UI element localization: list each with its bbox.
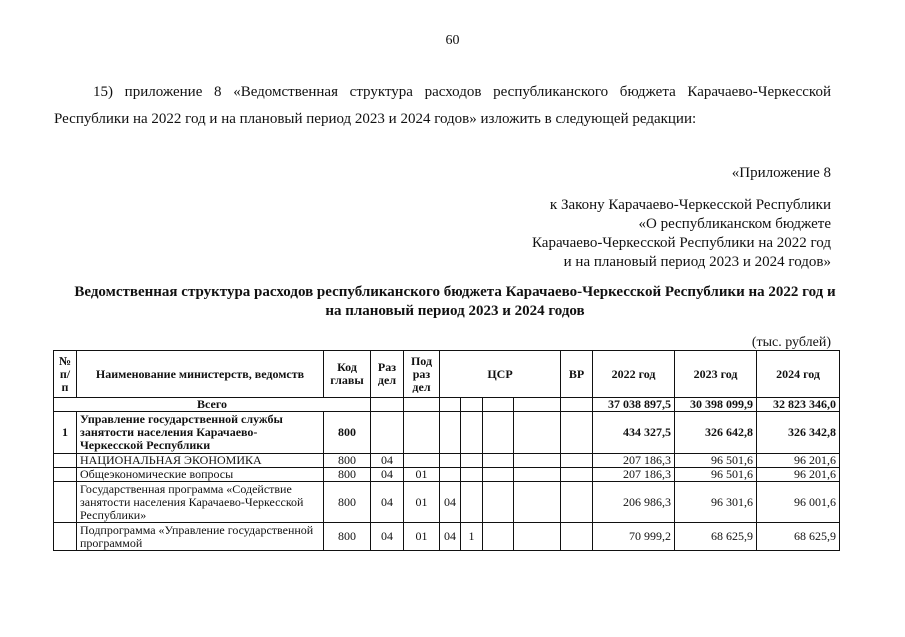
row-section: 04 bbox=[371, 482, 404, 523]
row-vr bbox=[561, 412, 593, 454]
row-2023: 96 501,6 bbox=[675, 468, 757, 482]
row-tsr-4 bbox=[514, 412, 561, 454]
document-title-line-1: Ведомственная структура расходов республиканского бюджета Карачаево-Черкесской Республики на 2022 год и bbox=[74, 284, 836, 300]
table-cell bbox=[561, 398, 593, 412]
row-tsr-3 bbox=[483, 454, 514, 468]
row-2023: 326 642,8 bbox=[675, 412, 757, 454]
row-vr bbox=[561, 482, 593, 523]
total-2023: 30 398 099,9 bbox=[675, 398, 757, 412]
row-tsr-1: 04 bbox=[440, 482, 461, 523]
row-tsr-2 bbox=[461, 412, 483, 454]
table-row bbox=[54, 412, 840, 454]
row-code: 800 bbox=[324, 468, 371, 482]
header-num: № п/п bbox=[54, 351, 77, 398]
header-section: Раз дел bbox=[371, 351, 404, 398]
row-code: 800 bbox=[324, 523, 371, 551]
row-subsection: 01 bbox=[404, 482, 440, 523]
row-name: Общеэкономические вопросы bbox=[77, 468, 324, 482]
header-tsr: ЦСР bbox=[440, 351, 561, 398]
row-subsection: 01 bbox=[404, 523, 440, 551]
row-num bbox=[54, 482, 77, 523]
table-row bbox=[54, 454, 840, 468]
table-header-row bbox=[54, 351, 840, 398]
row-section: 04 bbox=[371, 468, 404, 482]
row-section bbox=[371, 412, 404, 454]
table-cell bbox=[371, 398, 404, 412]
row-section: 04 bbox=[371, 454, 404, 468]
budget-table bbox=[53, 350, 840, 551]
row-2023: 68 625,9 bbox=[675, 523, 757, 551]
table-cell bbox=[483, 398, 514, 412]
table-row bbox=[54, 482, 840, 523]
document-title-line-2: на плановый период 2023 и 2024 годов bbox=[325, 303, 585, 319]
row-num: 1 bbox=[54, 412, 77, 454]
header-2024: 2024 год bbox=[757, 351, 840, 398]
row-vr bbox=[561, 523, 593, 551]
document-title bbox=[40, 283, 870, 321]
row-tsr-3 bbox=[483, 523, 514, 551]
row-vr bbox=[561, 468, 593, 482]
row-2023: 96 301,6 bbox=[675, 482, 757, 523]
row-name: Подпрограмма «Управление государственной программой bbox=[77, 523, 324, 551]
row-2022: 206 986,3 bbox=[593, 482, 675, 523]
row-2024: 68 625,9 bbox=[757, 523, 840, 551]
row-section: 04 bbox=[371, 523, 404, 551]
row-tsr-4 bbox=[514, 454, 561, 468]
appendix-ref-line-2: «О республиканском бюджете bbox=[638, 216, 831, 232]
row-name: НАЦИОНАЛЬНАЯ ЭКОНОМИКА bbox=[77, 454, 324, 468]
appendix-ref-line-1: к Закону Карачаево-Черкесской Республики bbox=[549, 197, 831, 213]
row-tsr-3 bbox=[483, 412, 514, 454]
appendix-reference bbox=[532, 196, 831, 272]
row-2022: 207 186,3 bbox=[593, 454, 675, 468]
row-tsr-4 bbox=[514, 523, 561, 551]
total-label: Всего bbox=[54, 398, 371, 412]
row-tsr-1 bbox=[440, 468, 461, 482]
row-num bbox=[54, 454, 77, 468]
row-2023: 96 501,6 bbox=[675, 454, 757, 468]
row-name: Государственная программа «Содействие занятости населения Карачаево-Черкесской Республики» bbox=[77, 482, 324, 523]
paragraph-line-2: Республики на 2022 год и на плановый период 2023 и 2024 годов» изложить в следующей редакции: bbox=[54, 111, 697, 127]
row-tsr-1 bbox=[440, 454, 461, 468]
appendix-ref-line-4: и на плановый период 2023 и 2024 годов» bbox=[563, 254, 831, 270]
table-row bbox=[54, 523, 840, 551]
header-vr: ВР bbox=[561, 351, 593, 398]
header-code: Код главы bbox=[324, 351, 371, 398]
table-cell bbox=[514, 398, 561, 412]
header-2022: 2022 год bbox=[593, 351, 675, 398]
row-2024: 96 201,6 bbox=[757, 454, 840, 468]
row-subsection: 01 bbox=[404, 468, 440, 482]
row-2022: 207 186,3 bbox=[593, 468, 675, 482]
row-2022: 434 327,5 bbox=[593, 412, 675, 454]
header-name: Наименование министерств, ведомств bbox=[77, 351, 324, 398]
total-2024: 32 823 346,0 bbox=[757, 398, 840, 412]
table-row-total bbox=[54, 398, 840, 412]
table-cell bbox=[440, 398, 461, 412]
header-subsection: Под раз дел bbox=[404, 351, 440, 398]
row-tsr-2 bbox=[461, 454, 483, 468]
row-tsr-3 bbox=[483, 468, 514, 482]
paragraph-line-1: 15) приложение 8 «Ведомственная структура расходов республиканского бюджета Карачаево-Черкесской bbox=[93, 84, 831, 100]
row-num bbox=[54, 523, 77, 551]
row-code: 800 bbox=[324, 482, 371, 523]
row-tsr-2: 1 bbox=[461, 523, 483, 551]
row-tsr-4 bbox=[514, 482, 561, 523]
row-num bbox=[54, 468, 77, 482]
page-number: 60 bbox=[445, 33, 460, 48]
appendix-label: «Приложение 8 bbox=[731, 165, 831, 181]
total-2022: 37 038 897,5 bbox=[593, 398, 675, 412]
row-2022: 70 999,2 bbox=[593, 523, 675, 551]
row-tsr-1: 04 bbox=[440, 523, 461, 551]
row-tsr-2 bbox=[461, 468, 483, 482]
table-cell bbox=[461, 398, 483, 412]
row-subsection bbox=[404, 454, 440, 468]
row-code: 800 bbox=[324, 454, 371, 468]
row-code: 800 bbox=[324, 412, 371, 454]
table-cell bbox=[404, 398, 440, 412]
row-name: Управление государственной службы занятости населения Карачаево-Черкесской Республики bbox=[77, 412, 324, 454]
row-2024: 96 001,6 bbox=[757, 482, 840, 523]
row-tsr-3 bbox=[483, 482, 514, 523]
table-row bbox=[54, 468, 840, 482]
header-2023: 2023 год bbox=[675, 351, 757, 398]
row-tsr-2 bbox=[461, 482, 483, 523]
row-vr bbox=[561, 454, 593, 468]
appendix-ref-line-3: Карачаево-Черкесской Республики на 2022 год bbox=[532, 235, 831, 251]
row-2024: 96 201,6 bbox=[757, 468, 840, 482]
row-tsr-1 bbox=[440, 412, 461, 454]
units-label: (тыс. рублей) bbox=[751, 335, 831, 350]
row-subsection bbox=[404, 412, 440, 454]
row-2024: 326 342,8 bbox=[757, 412, 840, 454]
row-tsr-4 bbox=[514, 468, 561, 482]
